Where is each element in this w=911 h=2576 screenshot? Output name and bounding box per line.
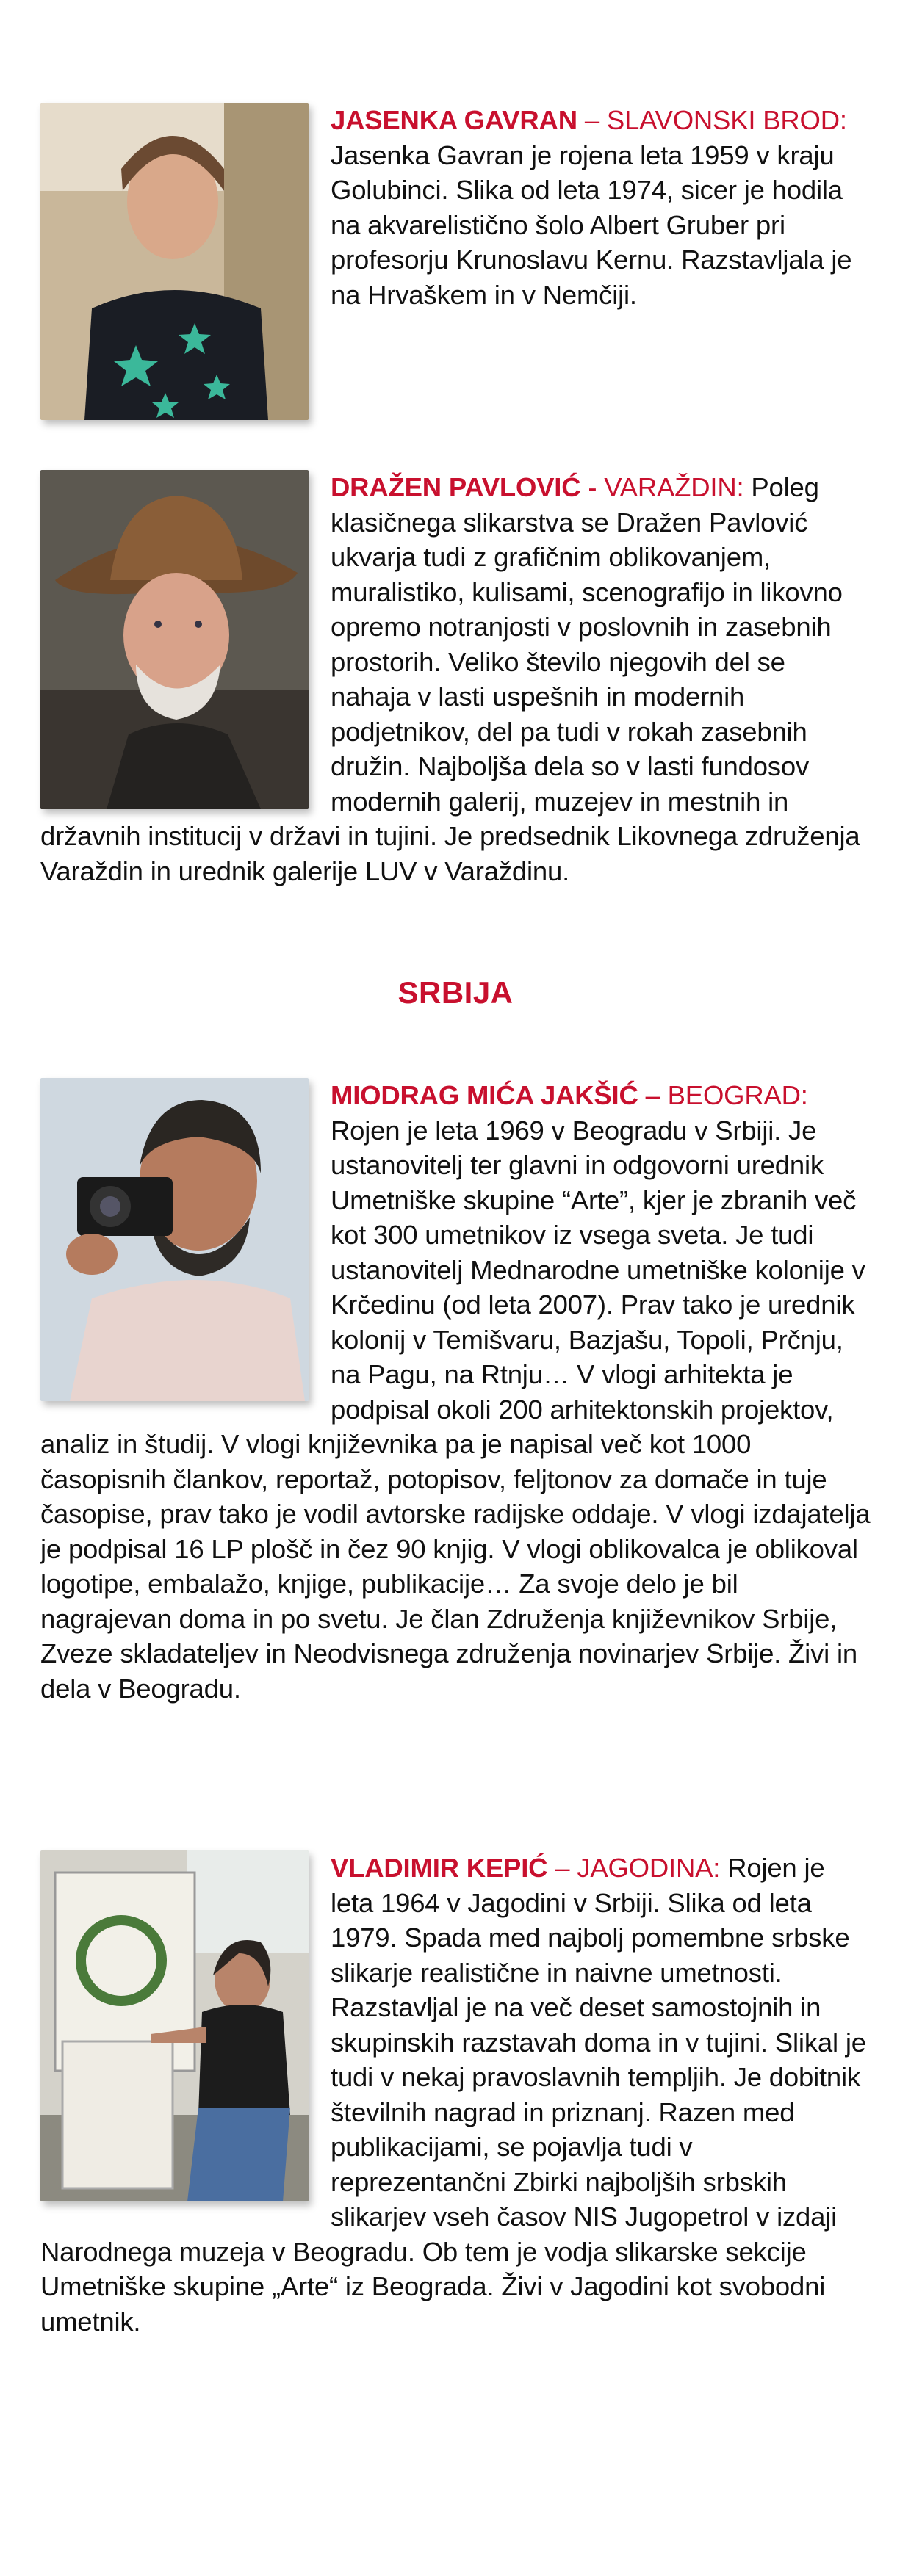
portrait-photo <box>40 1078 309 1401</box>
name-separator: – <box>547 1853 577 1883</box>
name-separator: – <box>577 105 607 135</box>
artist-bio-text: Rojen je leta 1969 v Beogradu v Srbiji. Je ustanovitelj ter glavni in odgovorni urednik Umetniške skupine “Arte”, kjer je zbranih več kot 300 umetnikov iz vsega sveta. Je tudi ustanovitelj Mednarodne umetniške kolonije v Krčedinu (od leta 2007). Prav tako je urednik kolonij v Temišvaru, Bazjašu, Topoli, Prčnju, na Pagu, na Rtnju… V vlogi arhitekta je podpisal okoli 200 arhitektonskih projektov, analiz in študij. V vlogi književnika pa je napisal več kot 1000 časopisnih člankov, reportaž, potopisov, feljtonov za domače in tuje časopise, prav tako je vodil avtorske radijske oddaje. V vlogi izdajatelja je podpisal 16 LP plošč in čez 90 knjig. V vlogi oblikovalca je oblikoval logotipe, embalažo, knjige, publikacije… Za svoje delo je bil nagrajevan doma in po svetu. Je član Združenja književnikov Srbije, Zveze skladateljev in Neodvisnega združenja novinarjev Srbije. Živi in dela v Beogradu. <box>40 1115 871 1704</box>
artist-bio-text: Poleg klasičnega slikarstva se Dražen Pavlović ukvarja tudi z grafičnim oblikovanjem, muralistiko, kulisami, scenografijo in likovno opremo notranjosti v poslovnih in zasebnih prostorih. Veliko število njegovih del se nahaja v lasti uspešnih in modernih podjetnikov, del pa tudi v rokah zasebnih družin. Najboljša dela so v lasti fundosov modernih galerij, muzejev in mestnih in državnih institucij v državi in tujini. Je predsednik Likovnega združenja Varaždin in urednik galerije LUV v Varaždinu. <box>40 472 860 886</box>
artist-place: VARAŽDIN: <box>604 472 744 502</box>
section-heading: SRBIJA <box>397 975 514 1010</box>
portrait-photo <box>40 470 309 809</box>
artist-place: BEOGRAD: <box>667 1080 808 1110</box>
artist-entry-pavlovic <box>40 470 871 889</box>
artist-bio-text: Rojen je leta 1964 v Jagodini v Srbiji. Slika od leta 1979. Spada med najbolj pomembne srbske slikarje realistične in naivne umetnosti. Razstavljal je na več deset samostojnih in skupinskih razstavah doma in v tujini. Slikal je tudi v nekaj pravoslavnih templjih. Je dobitnik številnih nagrad in priznanj. Razen med publikacijami, se pojavlja tudi v reprezentančni Zbirki najboljših srbskih slikarjev vseh časov NIS Jugopetrol v izdaji Narodnega muzeja v Beogradu. Ob tem je vodja slikarske sekcije Umetniške skupine „Arte“ iz Beograda. Živi v Jagodini kot svobodni umetnik. <box>40 1853 866 2337</box>
artist-bio-text: Jasenka Gavran je rojena leta 1959 v kraju Golubinci. Slika od leta 1974, sicer je hodila na akvarelistično šolo Albert Gruber pri profesorju Krunoslavu Kernu. Razstavljala je na Hrvaškem in v Nemčiji. <box>331 140 852 310</box>
name-separator: – <box>638 1080 668 1110</box>
portrait-photo <box>40 1850 309 2201</box>
artist-entry-gavran <box>40 103 871 426</box>
artist-place: JAGODINA: <box>577 1853 721 1883</box>
artist-entry-jaksic <box>40 1078 871 1706</box>
artist-name: VLADIMIR KEPIĆ <box>331 1853 548 1883</box>
artist-place: SLAVONSKI BROD: <box>606 105 847 135</box>
artist-name: JASENKA GAVRAN <box>331 105 577 135</box>
artist-name: DRAŽEN PAVLOVIĆ <box>331 472 581 502</box>
portrait-photo <box>40 103 309 420</box>
artist-entry-kepic <box>40 1850 871 2339</box>
name-separator: - <box>580 472 605 502</box>
artist-name: MIODRAG MIĆA JAKŠIĆ <box>331 1080 638 1110</box>
